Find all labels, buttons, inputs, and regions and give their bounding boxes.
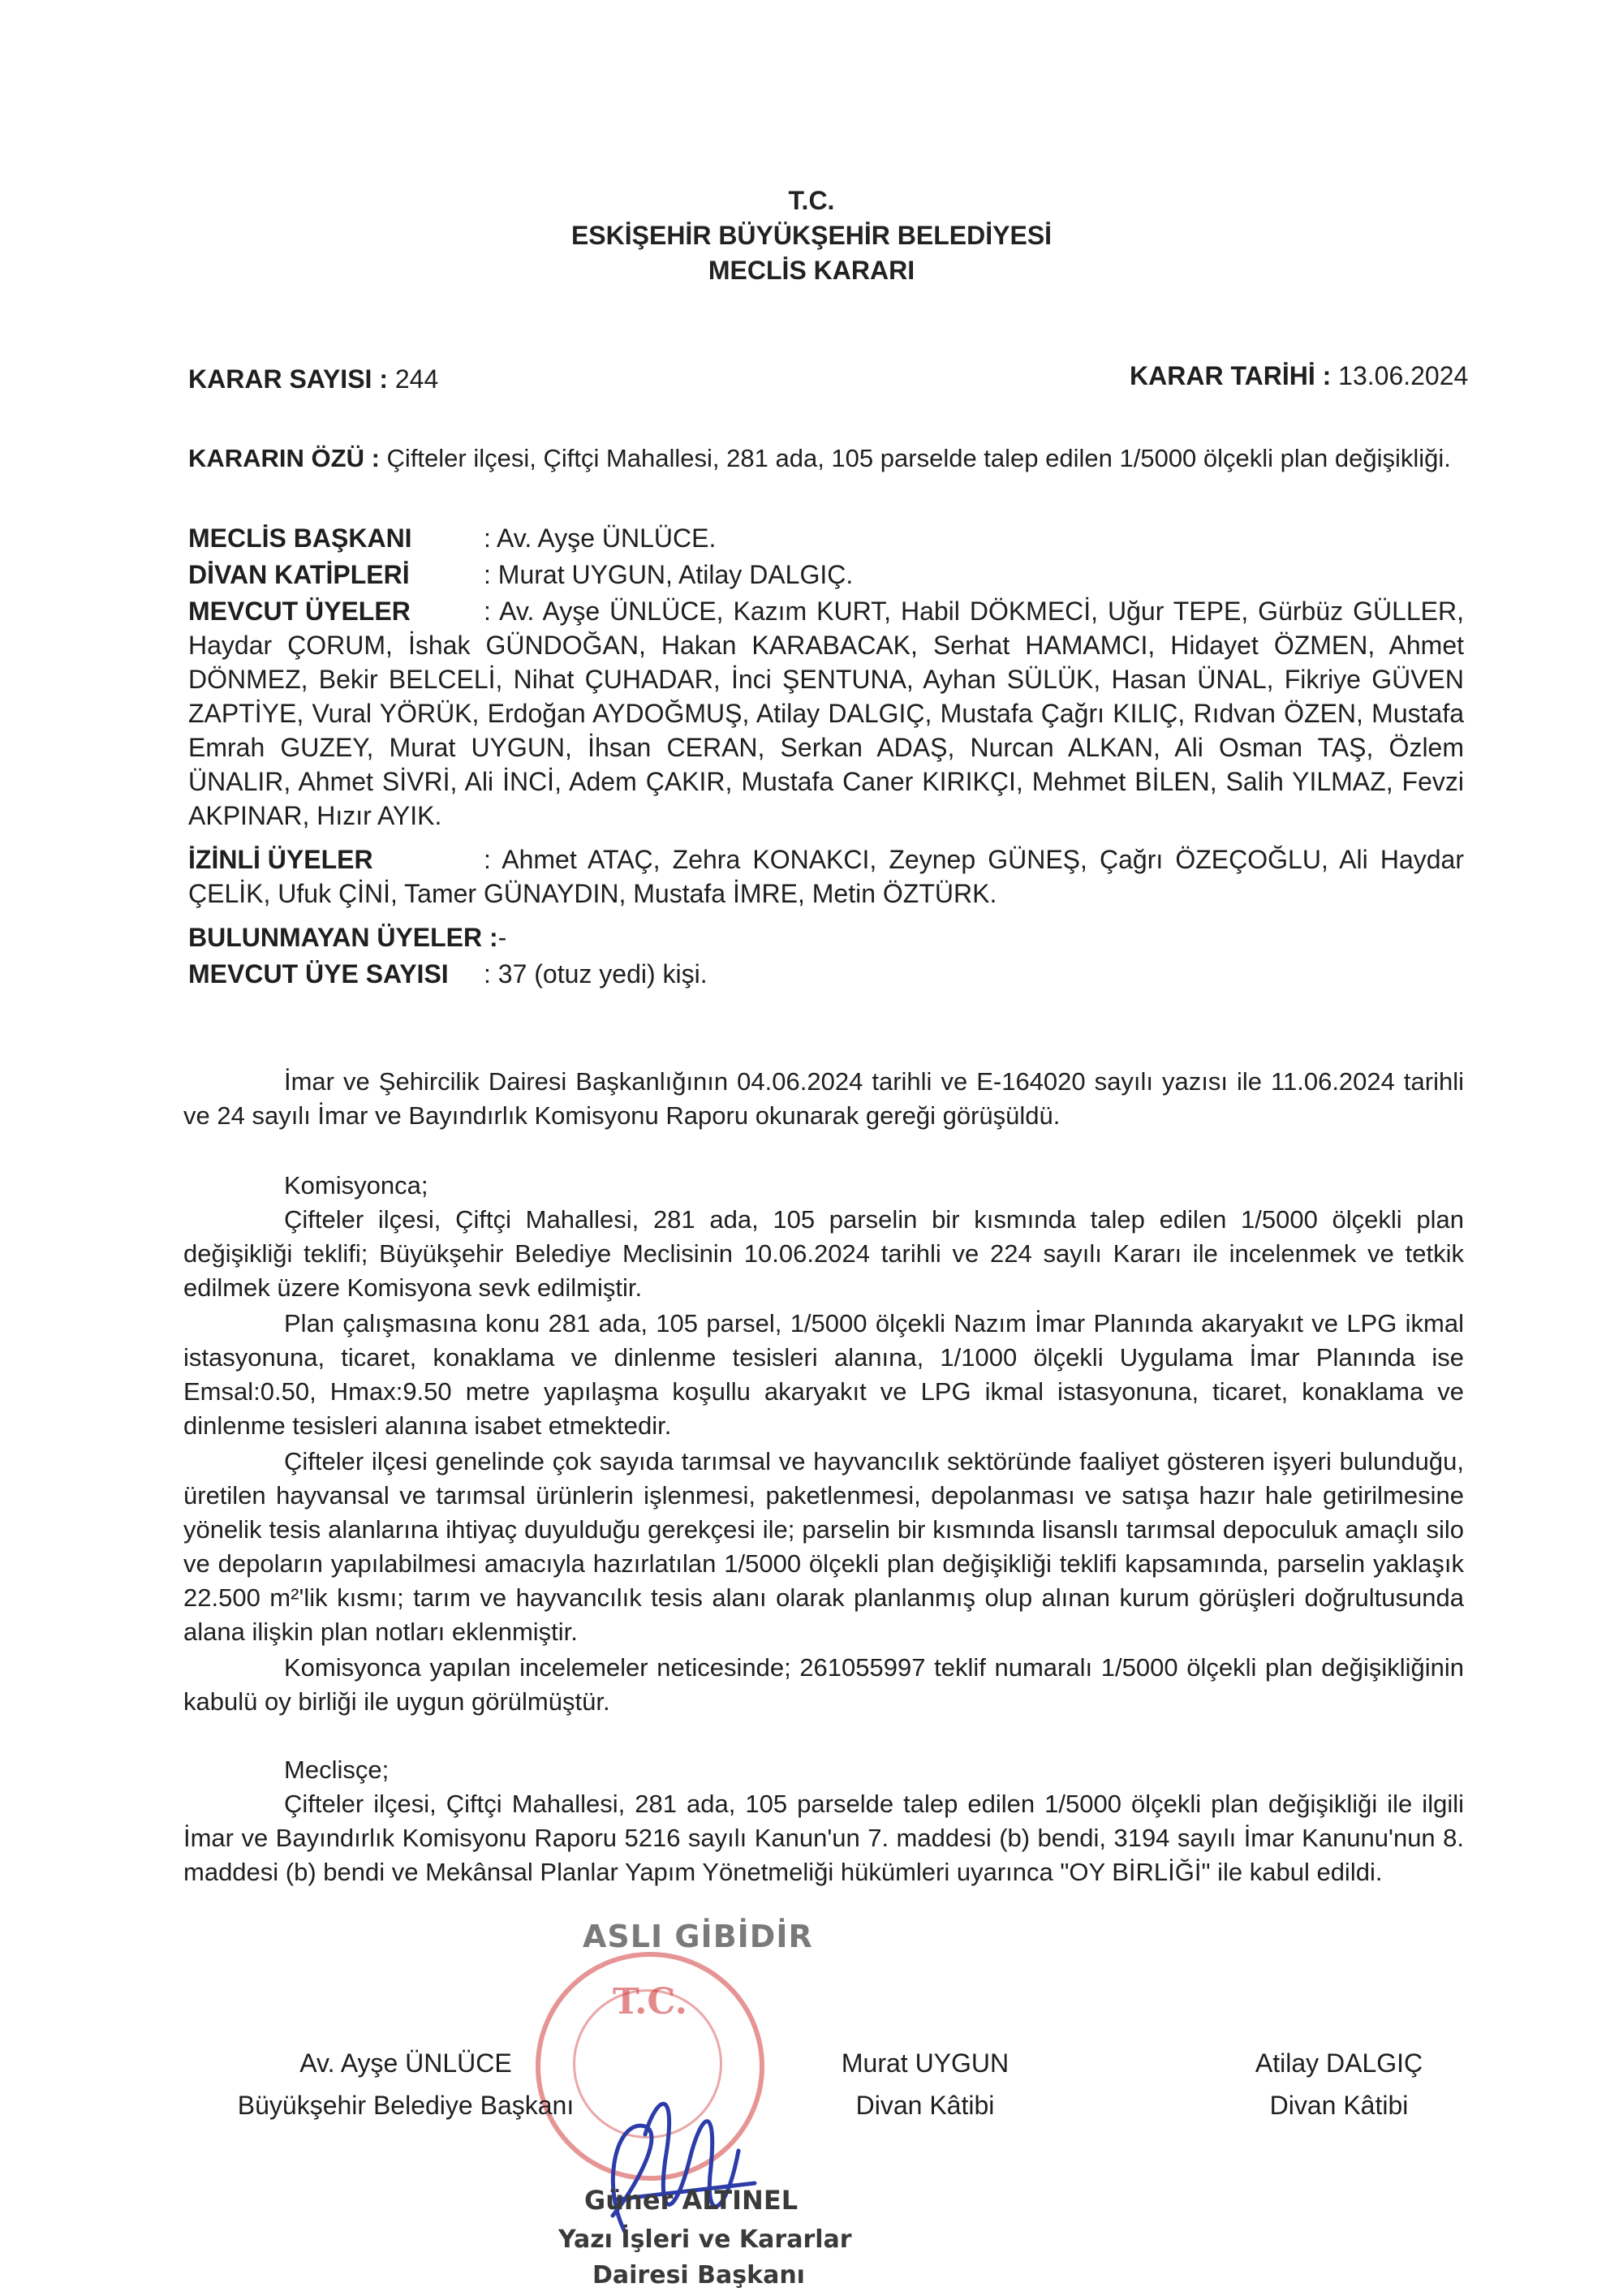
council-heading: Meclisçe;: [284, 1755, 390, 1784]
present-members-label: MEVCUT ÜYELER: [188, 597, 411, 626]
signer-title: Divan Kâtibi: [1269, 2091, 1409, 2120]
official-title-1: Yazı İşleri ve Kararlar: [558, 2225, 852, 2254]
council-paragraph: Çifteler ilçesi, Çiftçi Mahallesi, 281 ada, 105 parselde talep edilen 1/5000 ölçekli plan değişikliği ile ilgili İmar ve Bayındırlık Komisyonu Raporu 5216 sayılı Kanun'un 7. maddesi (b) bendi, 3194 sayılı İmar Kanunu'nun 8. maddesi (b) bendi ve Mekânsal Planlar Yapım Yönetmeliği hükümleri uyarınca "OY BİRLİĞİ" ile kabul edildi.: [183, 1790, 1464, 1886]
official-seal-text: T.C.: [613, 1981, 687, 2022]
decision-date-value: 13.06.2024: [1338, 361, 1469, 390]
decision-summary-value: Çifteler ilçesi, Çiftçi Mahallesi, 281 ada, 105 parselde talep edilen 1/5000 ölçekli plan değişikliği.: [386, 444, 1451, 472]
signature-block-clerk-1: [803, 2042, 1047, 2126]
official-title-2: Dairesi Başkanı: [592, 2261, 805, 2290]
header-tc: T.C.: [788, 186, 835, 215]
commission-heading: Komisyonca;: [284, 1171, 428, 1200]
decision-date-label: KARAR TARİHİ :: [1130, 361, 1332, 390]
signature-block-president: [227, 2042, 584, 2126]
member-count-label: MEVCUT ÜYE SAYISI: [188, 959, 449, 989]
absent-members: [188, 920, 506, 954]
intro-paragraph: İmar ve Şehircilik Dairesi Başkanlığının 04.06.2024 tarihli ve E-164020 sayılı yazısı ile 11.06.2024 tarihli ve 24 sayılı İmar ve Bayındırlık Komisyonu Raporu okunarak gereği görüşüldü.: [183, 1067, 1464, 1130]
absent-members-value: -: [497, 923, 507, 952]
member-count-value: : 37 (otuz yedi) kişi.: [484, 959, 708, 989]
signature-block-clerk-2: [1217, 2042, 1461, 2126]
signer-title: Divan Kâtibi: [855, 2091, 995, 2120]
present-members: [188, 594, 1464, 833]
president-label: MECLİS BAŞKANI: [188, 523, 412, 553]
decision-date: [1130, 359, 1468, 393]
official-name: Güner ALTINEL: [584, 2185, 799, 2216]
leave-members: [188, 842, 1464, 911]
decision-number-value: 244: [394, 364, 439, 394]
leave-members-value: : Ahmet ATAÇ, Zehra KONAKCI, Zeynep GÜNEŞ, Çağrı ÖZEÇOĞLU, Ali Haydar ÇELİK, Ufuk ÇİNİ, Tamer GÜNAYDIN, Mustafa İMRE, Metin ÖZTÜRK.: [188, 845, 1464, 908]
signer-name: Murat UYGUN: [841, 2048, 1010, 2078]
commission-paragraph-1: Çifteler ilçesi, Çiftçi Mahallesi, 281 ada, 105 parselin bir kısmında talep edilen 1/5000 ölçekli plan değişikliği teklifi; Büyükşehir Belediye Meclisinin 10.06.2024 tarihli ve 224 sayılı Kararı ile incelenmek ve tetkik edilmek üzere Komisyona sevk edilmiştir.: [183, 1205, 1464, 1302]
decision-number-label: KARAR SAYISI :: [188, 364, 388, 394]
decision-number: [188, 362, 438, 396]
certified-copy-stamp: ASLI GİBİDİR: [583, 1919, 813, 1954]
signer-name: Av. Ayşe ÜNLÜCE: [299, 2048, 512, 2078]
president-value: : Av. Ayşe ÜNLÜCE.: [484, 523, 717, 553]
decision-summary: [188, 442, 1451, 476]
signer-name: Atilay DALGIÇ: [1255, 2048, 1423, 2078]
decision-summary-label: KARARIN ÖZÜ :: [188, 444, 380, 472]
signer-title: Büyükşehir Belediye Başkanı: [237, 2091, 575, 2120]
commission-paragraph-3: Çifteler ilçesi genelinde çok sayıda tarımsal ve hayvancılık sektöründe faaliyet gösteren işyeri bulunduğu, üretilen hayvansal ve tarımsal ürünlerin işlenmesi, paketlenmesi, depolanması ve satışa hazır hale getirilmesine yönelik tesis alanlarına ihtiyaç duyulduğu gerekçesi ile; parselin bir kısmında lisanslı tarımsal depoculuk amaçlı silo ve depoların yapılabilmesi amacıyla hazırlatılan 1/5000 ölçekli plan değişikliği teklifi kapsamında, parselin yaklaşık 22.500 m²'lik kısmı; tarım ve hayvancılık tesis alanı olarak planlanmış olup alınan kurum görüşleri doğrultusunda alana ilişkin plan notları eklenmiştir.: [183, 1447, 1464, 1646]
commission-paragraph-2: Plan çalışmasına konu 281 ada, 105 parsel, 1/5000 ölçekli Nazım İmar Planında akaryakıt ve LPG ikmal istasyonuna, ticaret, konaklama ve dinlenme tesisleri alanına, 1/1000 ölçekli Uygulama İmar Planında ise Emsal:0.50, Hmax:9.50 metre yapılaşma koşullu akaryakıt ve LPG ikmal istasyonuna, ticaret, konaklama ve dinlenme tesisleri alanına isabet etmektedir.: [183, 1309, 1464, 1440]
commission-paragraph-4: Komisyonca yapılan incelemeler neticesinde; 261055997 teklif numaralı 1/5000 ölçekli plan değişikliğinin kabulü oy birliği ile uygun görülmüştür.: [183, 1653, 1464, 1716]
clerks-label: DİVAN KATİPLERİ: [188, 560, 410, 589]
clerks-value: : Murat UYGUN, Atilay DALGIÇ.: [484, 560, 854, 589]
absent-members-label: BULUNMAYAN ÜYELER :: [188, 923, 498, 952]
present-members-value: : Av. Ayşe ÜNLÜCE, Kazım KURT, Habil DÖKMECİ, Uğur TEPE, Gürbüz GÜLLER, Haydar ÇORUM, İshak GÜNDOĞAN, Hakan KARABACAK, Serhat HAMAMCI, Hidayet ÖZMEN, Ahmet DÖNMEZ, Bekir BELCELİ, Nihat ÇUHADAR, İnci ŞENTUNA, Ayhan SÜLÜK, Hasan ÜNAL, Fikriye GÜVEN ZAPTİYE, Vural YÖRÜK, Erdoğan AYDOĞMUŞ, Atilay DALGIÇ, Mustafa Çağrı KILIÇ, Rıdvan ÖZEN, Mustafa Emrah GUZEY, Murat UYGUN, İhsan CERAN, Serkan ADAŞ, Nurcan ALKAN, Ali Osman TAŞ, Özlem ÜNALIR, Ahmet SİVRİ, Ali İNCİ, Adem ÇAKIR, Mustafa Caner KIRIKÇI, Mehmet BİLEN, Salih YILMAZ, Fevzi AKPINAR, Hızır AYIK.: [188, 597, 1464, 830]
document-header: [0, 183, 1623, 288]
header-municipality: ESKİŞEHİR BÜYÜKŞEHİR BELEDİYESİ: [570, 221, 1053, 250]
header-title: MECLİS KARARI: [708, 256, 915, 285]
leave-members-label: İZİNLİ ÜYELER: [188, 845, 373, 874]
